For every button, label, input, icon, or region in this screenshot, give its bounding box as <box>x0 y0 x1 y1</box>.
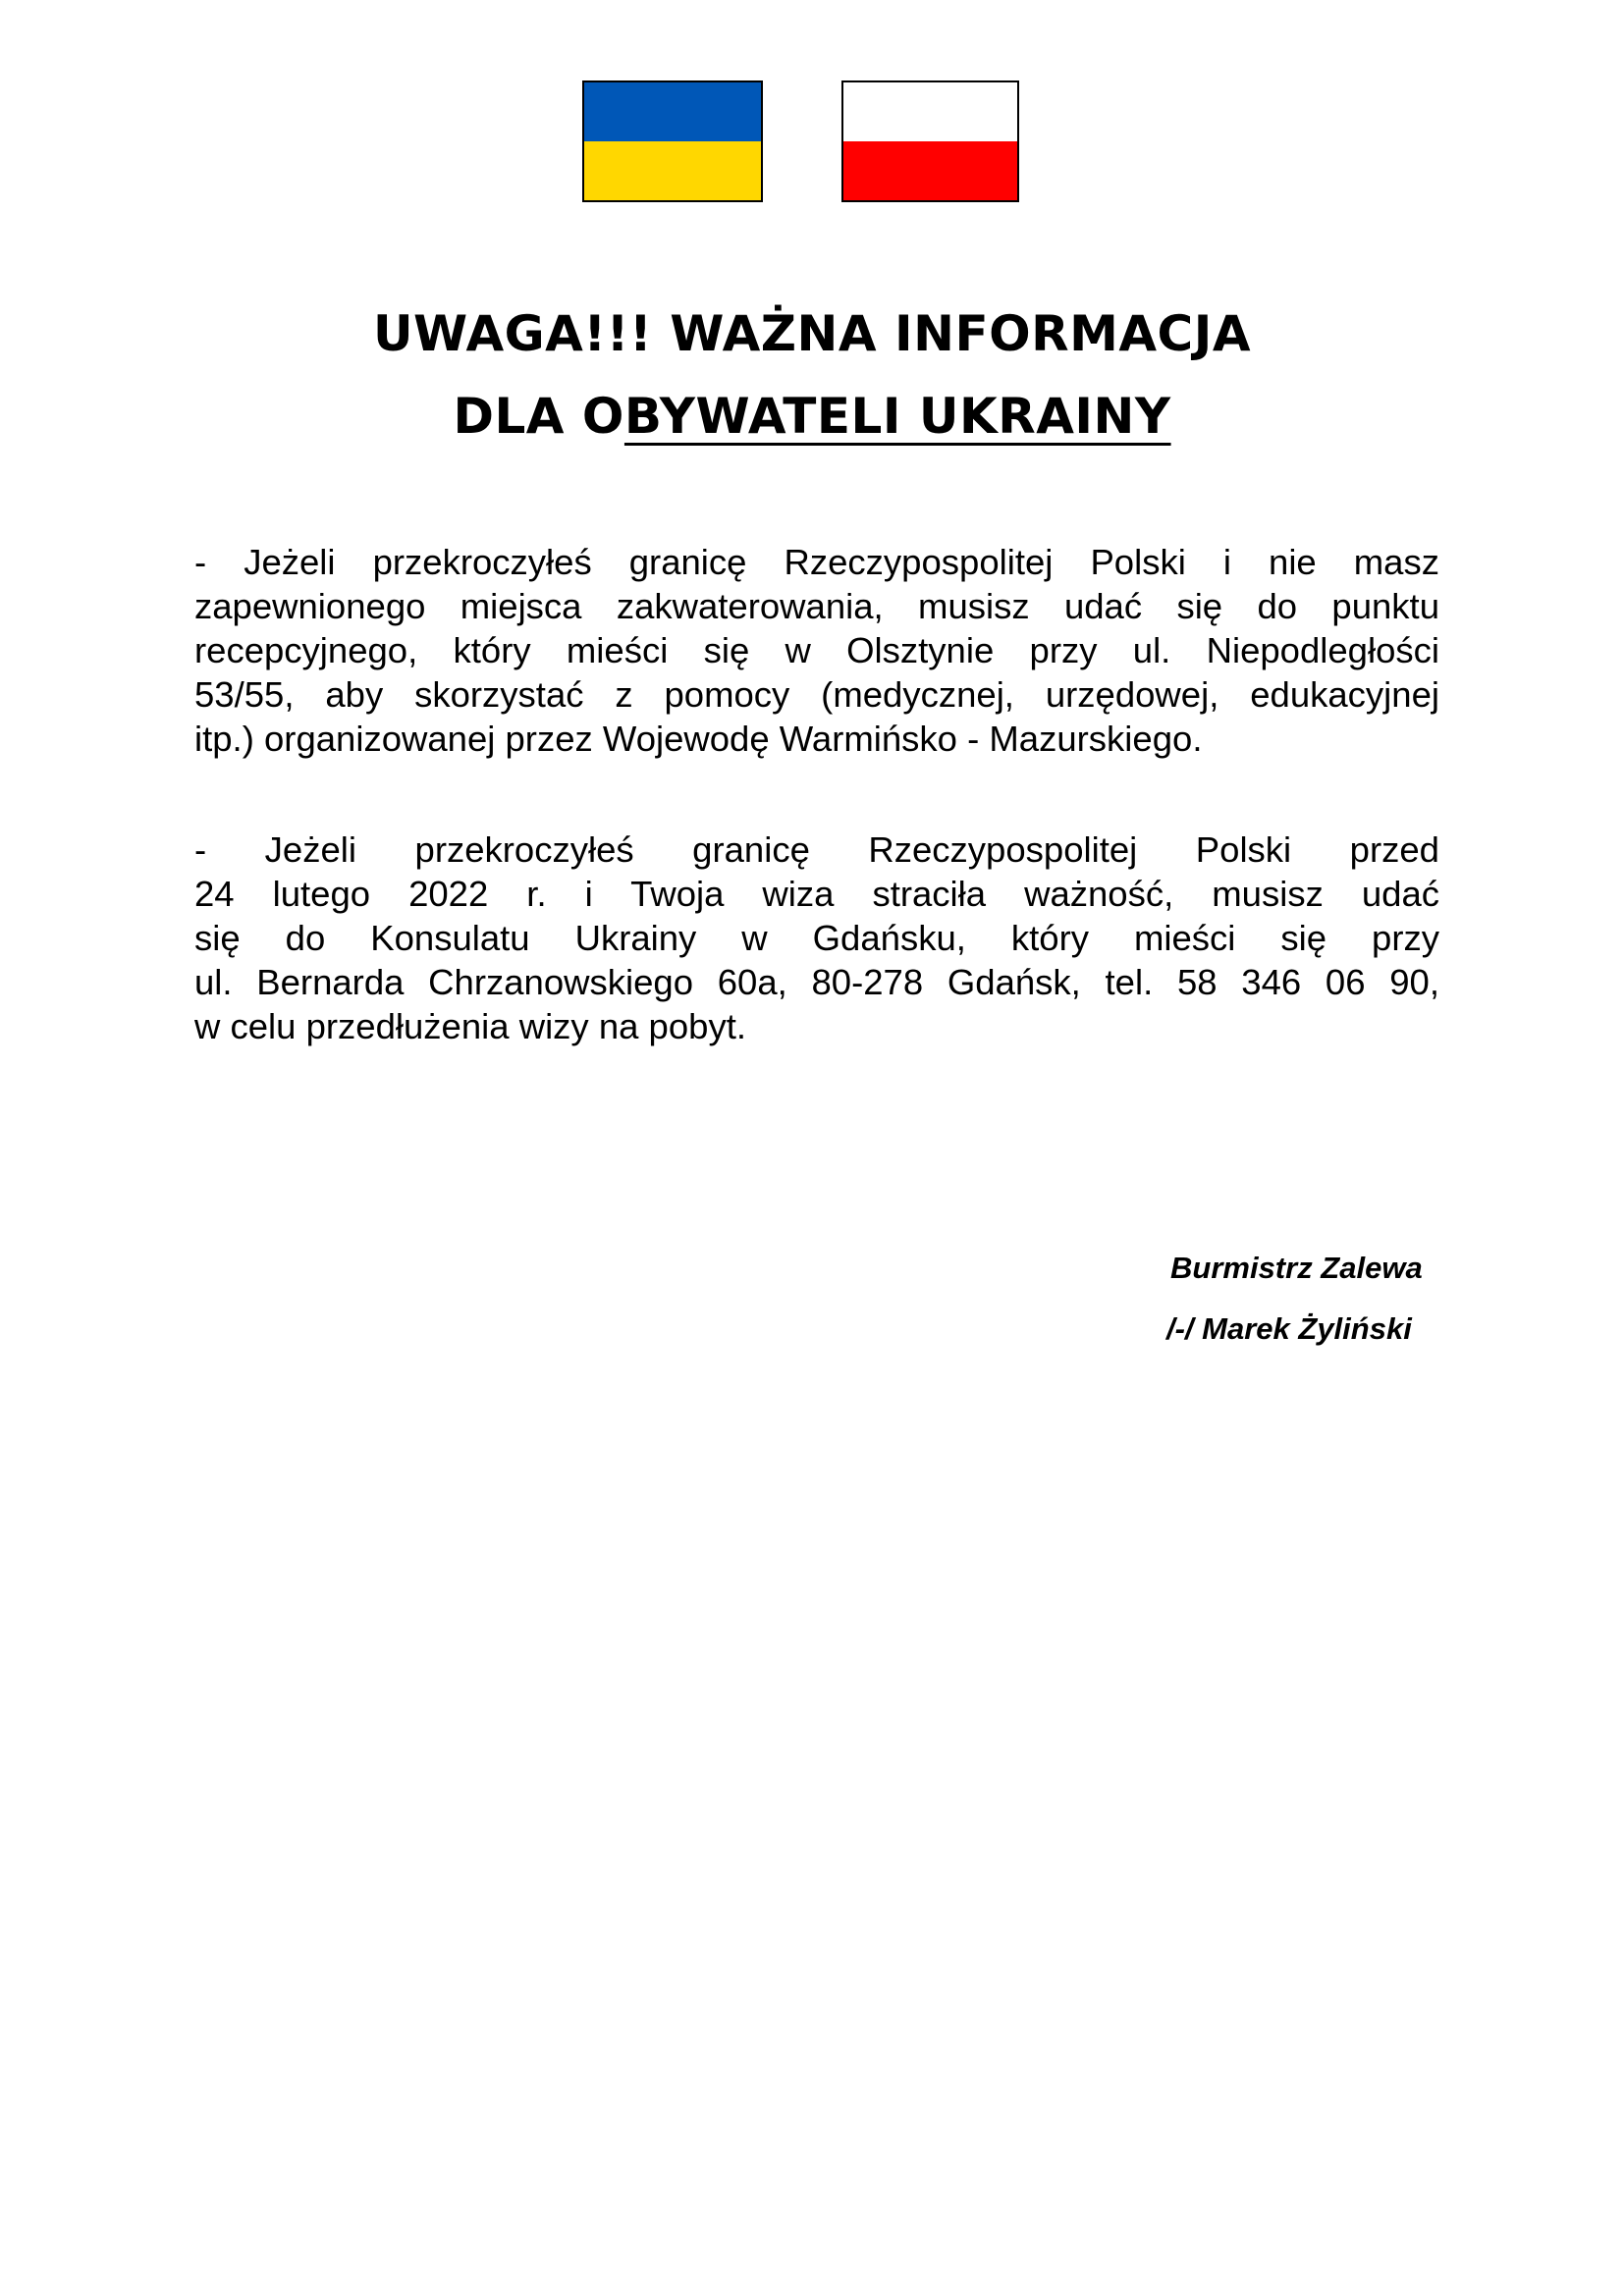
paragraph-line: ul. Bernarda Chrzanowskiego 60a, 80-278 Gdańsk, tel. 58 346 06 90, <box>194 962 1439 1002</box>
paragraph-line: - Jeżeli przekroczyłeś granicę Rzeczypospolitej Polski przed <box>194 829 1439 870</box>
paragraph-line: zapewnionego miejsca zakwaterowania, musisz udać się do punktu <box>194 586 1439 626</box>
title-line-2-plain: DLA O <box>453 388 624 445</box>
poland-flag-white-band <box>843 82 1017 141</box>
paragraph-consulate <box>194 828 1439 1048</box>
title-line-2-underlined: BYWATELI UKRAINY <box>623 388 1171 445</box>
ukraine-flag-yellow-band <box>584 141 761 200</box>
signature-title: Burmistrz Zalewa <box>1170 1251 1423 1285</box>
signature-name: /-/ Marek Żyliński <box>1166 1311 1412 1346</box>
paragraph-line: itp.) organizowanej przez Wojewodę Warmińsko - Mazurskiego. <box>194 719 1203 759</box>
poland-flag-red-band <box>843 141 1017 200</box>
paragraph-line: w celu przedłużenia wizy na pobyt. <box>194 1006 746 1046</box>
title-line-2 <box>0 375 1624 457</box>
title-line-1: UWAGA!!! WAŻNA INFORMACJA <box>372 305 1252 362</box>
notice-title <box>0 293 1624 457</box>
paragraph-line: się do Konsulatu Ukrainy w Gdańsku, który mieści się przy <box>194 918 1439 958</box>
paragraph-line: 24 lutego 2022 r. i Twoja wiza straciła ważność, musisz udać <box>194 874 1439 914</box>
ukraine-flag <box>582 80 763 202</box>
ukraine-flag-blue-band <box>584 82 761 141</box>
paragraph-line: 53/55, aby skorzystać z pomocy (medycznej, urzędowej, edukacyjnej <box>194 674 1439 715</box>
paragraph-line: recepcyjnego, który mieści się w Olsztynie przy ul. Niepodległości <box>194 630 1439 670</box>
poland-flag <box>841 80 1019 202</box>
paragraph-line: - Jeżeli przekroczyłeś granicę Rzeczypospolitej Polski i nie masz <box>194 542 1439 582</box>
paragraph-reception-point <box>194 540 1439 761</box>
